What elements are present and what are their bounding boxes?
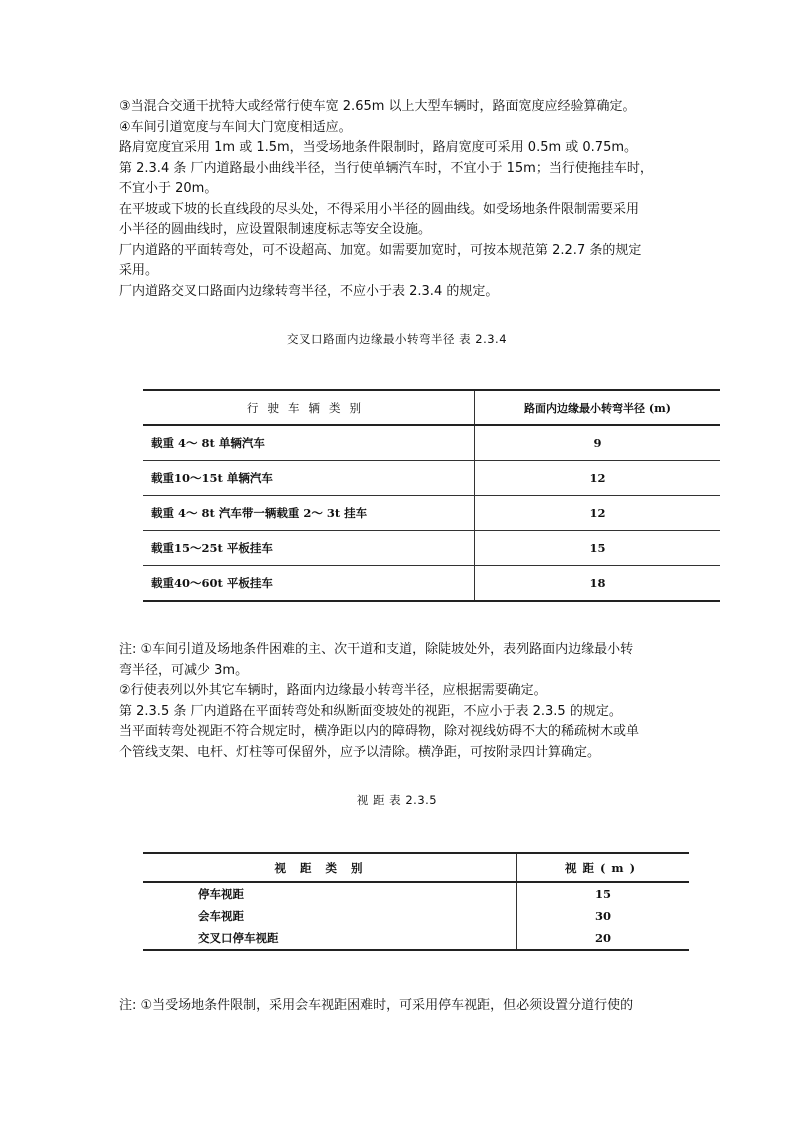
table-cell: 会车视距 [143, 905, 517, 927]
table-row [143, 425, 720, 461]
table-cell: 载重10～15t 单辆汽车 [143, 461, 475, 496]
sight-distance-table [143, 852, 689, 951]
text-block-middle [119, 640, 689, 763]
paragraph-line: 第 2.3.5 条 厂内道路在平面转弯处和纵断面变坡处的视距，不应小于表 2.3.5 的规定。 [119, 703, 622, 719]
table-row [143, 882, 689, 905]
paragraph-line: 第 2.3.4 条 厂内道路最小曲线半径，当行使单辆汽车时，不宜小于 15m；当行使拖挂车时， [119, 160, 653, 176]
paragraph-line: 采用。 [119, 263, 159, 278]
paragraph-line: 弯半径，可减少 3m。 [119, 662, 249, 678]
table-cell: 载重15～25t 平板挂车 [143, 531, 475, 566]
paragraph-line: 不宜小于 20m。 [119, 181, 218, 196]
table-caption: 交叉口路面内边缘最小转弯半径 表 2.3.4 [286, 332, 508, 346]
table-row [143, 531, 720, 566]
table-row [143, 905, 689, 927]
paragraph-line: ③当混合交通干扰特大或经常行使车宽 2.65m 以上大型车辆时，路面宽度应经验算确定。 [119, 99, 636, 114]
column-header: 视距类别 [143, 853, 517, 882]
turning-radius-table [143, 389, 720, 602]
table-cell: 载重40～60t 平板挂车 [143, 566, 475, 602]
paragraph-line: 厂内道路的平面转弯处，可不设超高、加宽。如需要加宽时，可按本规范第 2.2.7 条的规定 [119, 242, 642, 258]
table-cell: 载重 4～ 8t 汽车带一辆载重 2～ 3t 挂车 [143, 496, 475, 531]
column-header: 视距(m) [517, 853, 690, 882]
table-cell: 12 [475, 461, 721, 496]
table-header-row [143, 390, 720, 425]
text-block-bottom [119, 996, 689, 1017]
table-row [143, 461, 720, 496]
table-cell: 载重 4～ 8t 单辆汽车 [143, 425, 475, 461]
table-cell: 停车视距 [143, 882, 517, 905]
table-row [143, 566, 720, 602]
paragraph-line: 注: ①当受场地条件限制，采用会车视距困难时，可采用停车视距，但必须设置分道行使的 [119, 998, 634, 1013]
table-cell: 15 [475, 531, 721, 566]
paragraph-line: 注: ①车间引道及场地条件困难的主、次干道和支道，除陡坡处外，表列路面内边缘最小转 [119, 642, 634, 657]
paragraph-line: 小半径的圆曲线时，应设置限制速度标志等安全设施。 [119, 222, 432, 237]
table-cell: 交叉口停车视距 [143, 927, 517, 950]
paragraph-line: 当平面转弯处视距不符合规定时，横净距以内的障碍物，除对视线妨碍不大的稀疏树木或单 [119, 724, 640, 739]
column-header: 路面内边缘最小转弯半径 (m) [475, 390, 721, 425]
table-cell: 30 [594, 909, 611, 923]
paragraph-line: ②行使表列以外其它车辆时，路面内边缘最小转弯半径，应根据需要确定。 [119, 683, 547, 698]
table-cell: 12 [475, 496, 721, 531]
paragraph-line: 在平坡或下坡的长直线段的尽头处，不得采用小半径的圆曲线。如受场地条件限制需要采用 [119, 201, 640, 217]
table-header-row [143, 853, 689, 882]
table-cell: 20 [517, 927, 690, 950]
table-row [143, 927, 689, 950]
paragraph-line: ④车间引道宽度与车间大门宽度相适应。 [119, 119, 352, 135]
paragraph-line: 路肩宽度宜采用 1m 或 1.5m，当受场地条件限制时，路肩宽度可采用 0.5m 或 0.75m。 [119, 140, 638, 155]
table-cell: 9 [475, 425, 721, 461]
table-caption: 视 距 表 2.3.5 [356, 793, 438, 807]
paragraph-line: 厂内道路交叉口路面内边缘转弯半径，不应小于表 2.3.4 的规定。 [119, 283, 499, 299]
table-row [143, 496, 720, 531]
column-header: 行驶车辆类别 [143, 390, 475, 425]
table-cell: 18 [475, 566, 721, 602]
text-block-top [119, 97, 689, 302]
paragraph-line: 个管线支架、电杆、灯柱等可保留外，应予以清除。横净距，可按附录四计算确定。 [119, 744, 601, 760]
table-cell: 15 [594, 887, 611, 901]
